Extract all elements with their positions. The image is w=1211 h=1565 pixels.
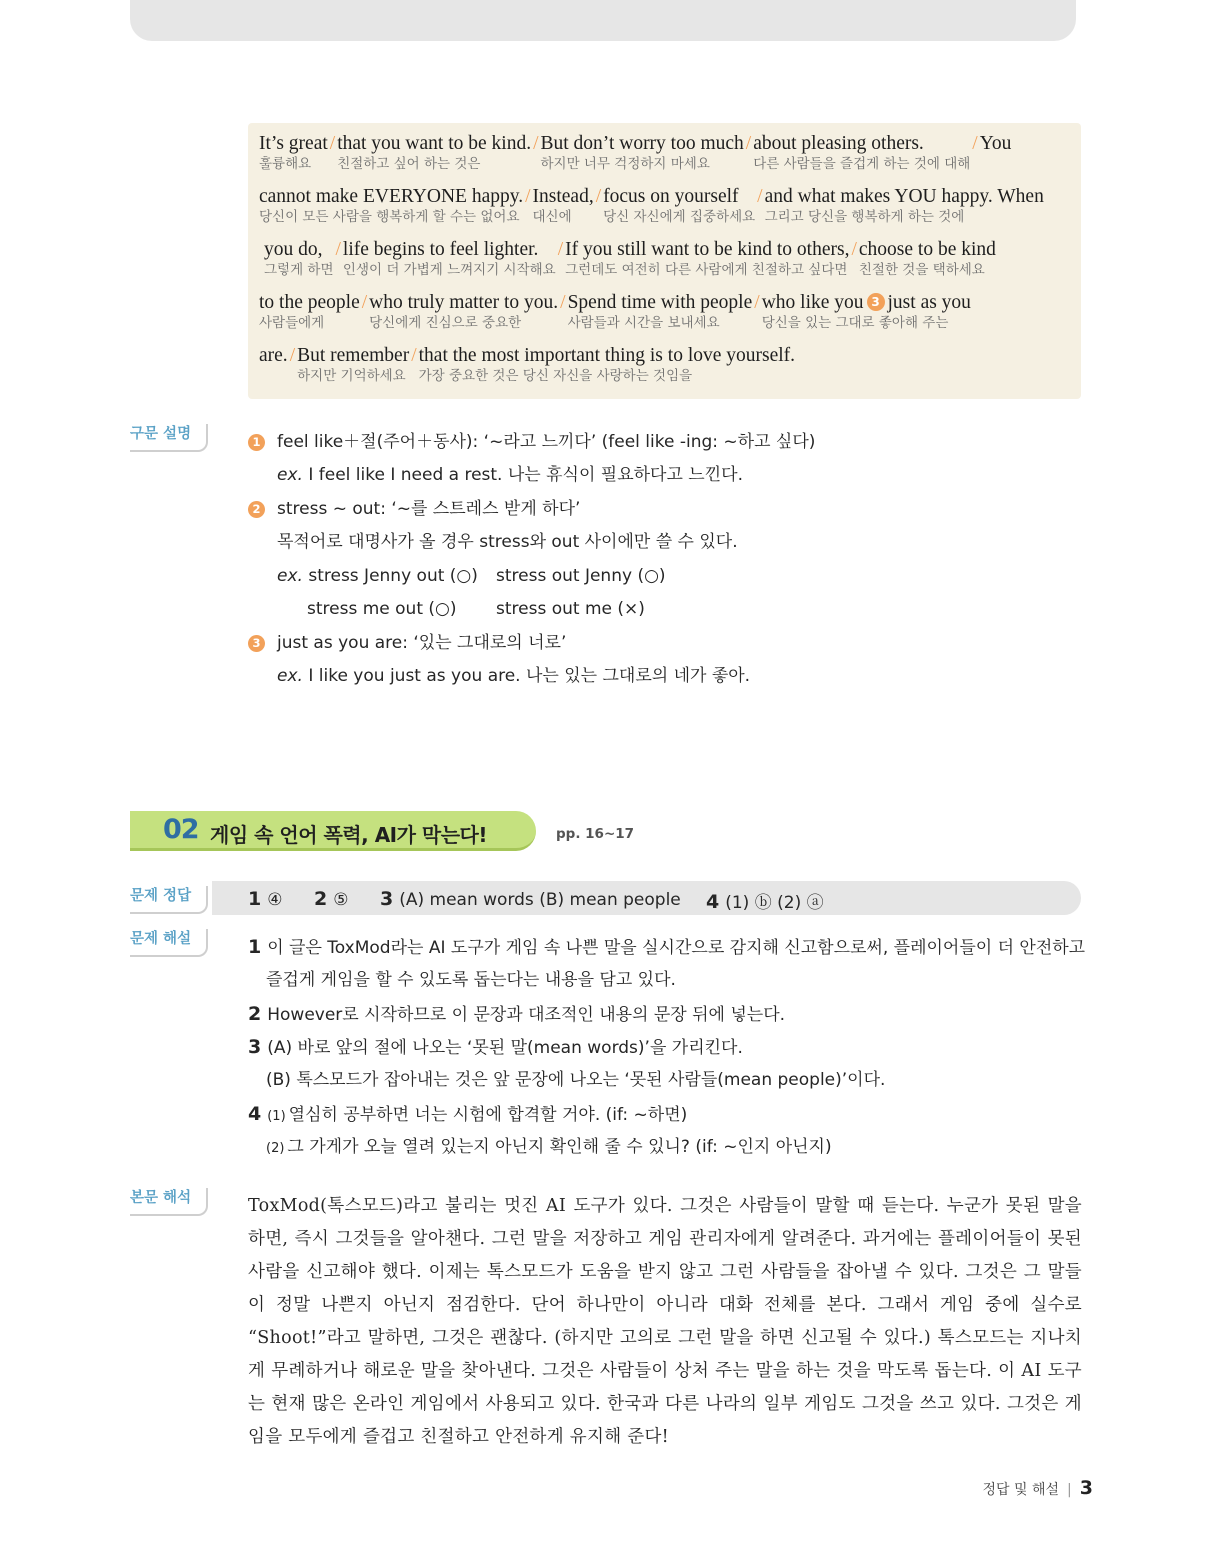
chunk: to the people 사람들에게 (259, 292, 360, 331)
chunk: you do, 그렇게 하면 (264, 239, 334, 278)
chunk: are. (259, 345, 288, 366)
answer-2: 2 ⑤ (314, 888, 349, 910)
chunk: choose to be kind 친절한 것을 택하세요 (858, 239, 996, 278)
chunk: You (979, 133, 1012, 154)
chunk: and what makes YOU happy. When 그리고 당신을 행복하게 하는 것에 (764, 186, 1044, 225)
reading-line-2: cannot make EVERYONE happy. 당신이 모든 사람을 행복하게 할 수는 없어요 / Instead, 대신에 / focus on yourself 당신 자신에게 집중하세요 / and what makes YOU happy. When 그리고 당신을 행복하게 하는 것에 (259, 186, 1044, 225)
solution-3: 3 (A) 바로 앞의 절에 나오는 ‘못된 말(mean words)’을 가리킨다. (248, 1036, 743, 1058)
syntax-item-2-example-b: stress out Jenny (○) (496, 566, 666, 586)
page-number: 3 (1079, 1477, 1093, 1499)
syntax-item-1-example: ex. I feel like I need a rest. 나는 휴식이 필요하다고 느낀다. (277, 465, 743, 485)
number-3-icon: 3 (248, 635, 265, 652)
solution-4-b: (2) 그 가게가 오늘 열려 있는지 아닌지 확인해 줄 수 있니? (if: ~인지 아닌지) (266, 1137, 832, 1157)
section-pages: pp. 16~17 (556, 826, 635, 842)
chunk: about pleasing others. 다른 사람들을 즐겁게 하는 것에 대해 (753, 133, 971, 172)
translation-label: 본문 해석 (130, 1188, 208, 1216)
section-number: 02 (163, 814, 199, 845)
footer-label: 정답 및 해설 (982, 1482, 1060, 1498)
syntax-item-2-example-c: stress me out (○) (307, 599, 457, 619)
syntax-item-2-example: ex. stress Jenny out (○) (277, 566, 478, 586)
reading-line-4: to the people 사람들에게 / who truly matter to you. 당신에게 진심으로 중요한 / Spend time with people 사람들과 시간을 보내세요 / who like you 3 just as you 당신을 있는 그대로 좋아해 주는 (259, 292, 971, 331)
section-title: 게임 속 언어 폭력, AI가 막는다! (210, 823, 487, 847)
chunk: cannot make EVERYONE happy. 당신이 모든 사람을 행복하게 할 수는 없어요 (259, 186, 524, 225)
reading-chunk-box (248, 123, 1081, 399)
syntax-item-2: 2 stress ~ out: ‘~를 스트레스 받게 하다’ (248, 498, 580, 520)
chunk: that the most important thing is to love yourself. 가장 중요한 것은 당신 자신을 사랑하는 것임을 (418, 345, 796, 384)
chunk: But remember 하지만 기억하세요 (297, 345, 410, 384)
chunk: who truly matter to you. 당신에게 진심으로 중요한 (369, 292, 559, 331)
chunk: If you still want to be kind to others, 그런데도 여전히 다른 사람에게 친절하고 싶다면 (565, 239, 850, 278)
top-decorative-bar (130, 0, 1076, 41)
chunk: But don’t worry too much 하지만 너무 걱정하지 마세요 (540, 133, 744, 172)
syntax-item-1: 1 feel like＋절(주어＋동사): ‘~라고 느끼다’ (feel like -ing: ~하고 싶다) (248, 431, 815, 453)
chunk: Instead, 대신에 (532, 186, 594, 225)
answer-4: 4 (1) ⓑ (2) ⓐ (706, 891, 824, 913)
chunk: life begins to feel lighter. 인생이 더 가볍게 느껴지기 시작해요 (342, 239, 556, 278)
chunk: who like you 3 just as you 당신을 있는 그대로 좋아해 주는 (761, 292, 971, 331)
chunk: It’s great 훌륭해요 (259, 133, 328, 172)
page-footer: 정답 및 해설 | 3 (982, 1477, 1093, 1499)
answers-label: 문제 정답 (130, 886, 208, 914)
marker-3-icon: 3 (867, 293, 885, 311)
solution-1: 1 이 글은 ToxMod라는 AI 도구가 게임 속 나쁜 말을 실시간으로 감지해 신고함으로써, 플레이어들이 더 안전하고 (248, 936, 1086, 958)
solution-1-cont: 즐겁게 게임을 할 수 있도록 돕는다는 내용을 담고 있다. (266, 970, 676, 990)
reading-line-1: It’s great 훌륭해요 / that you want to be kind. 친절하고 싶어 하는 것은 / But don’t worry too much 하지만 너무 걱정하지 마세요 / about pleasing others. 다른 사람들을 즐겁게 하는 것에 대해 / You (259, 133, 1012, 172)
solution-2: 2 However로 시작하므로 이 문장과 대조적인 내용의 문장 뒤에 넣는다. (248, 1003, 786, 1025)
answer-3: 3 (A) mean words (B) mean people (380, 888, 681, 910)
translation-text: ToxMod(톡스모드)라고 불리는 멋진 AI 도구가 있다. 그것은 사람들이 말할 때 듣는다. 누군가 못된 말을 하면, 즉시 그것들을 알아챈다. 그런 말을 저장하고 게임 관리자에게 알려준다. 과거에는 플레이어들이 못된 사람을 신고해야 했다. 이제는 톡스모드가 도움을 받지 않고 그런 사람들을 잡아낼 수 있다. 그것은 그 말들이 정말 나쁜지 아닌지 점검한다. 단어 하나만이 아니라 대화 전체를 본다. 그래서 게임 중에 실수로 “Shoot!”라고 말하면, 그것은 괜찮다. (하지만 고의로 그런 말을 하면 신고될 수 있다.) 톡스모드는 지나치게 무례하거나 해로운 말을 찾아낸다. 그것은 사람들이 상처 주는 말을 하는 것을 막도록 돕는다. 이 AI 도구는 현재 많은 온라인 게임에서 사용되고 있다. 한국과 다른 나라의 일부 게임도 그것을 쓰고 있다. 그것은 게임을 모두에게 즐겁고 친절하고 안전하게 유지해 준다! (248, 1196, 1082, 1447)
syntax-item-3-example: ex. I like you just as you are. 나는 있는 그대로의 네가 좋아. (277, 666, 751, 686)
reading-line-5: are. / But remember 하지만 기억하세요 / that the most important thing is to love yourself. 가장 중요한 것은 당신 자신을 사랑하는 것임을 (259, 345, 796, 384)
solution-3-b: (B) 톡스모드가 잡아내는 것은 앞 문장에 나오는 ‘못된 사람들(mean people)’이다. (266, 1070, 886, 1090)
chunk: Spend time with people 사람들과 시간을 보내세요 (567, 292, 753, 331)
solutions-label: 문제 해설 (130, 929, 208, 957)
number-2-icon: 2 (248, 501, 265, 518)
reading-line-3: you do, 그렇게 하면 / life begins to feel lighter. 인생이 더 가볍게 느껴지기 시작해요 / If you still want to be kind to others, 그런데도 여전히 다른 사람에게 친절하고 싶다면 / choose to be kind 친절한 것을 택하세요 (264, 239, 996, 278)
number-1-icon: 1 (248, 434, 265, 451)
answer-bar (212, 881, 1081, 915)
syntax-label: 구문 설명 (130, 424, 208, 452)
section-heading (130, 811, 536, 851)
syntax-item-2-note: 목적어로 대명사가 올 경우 stress와 out 사이에만 쓸 수 있다. (277, 532, 738, 552)
syntax-item-3: 3 just as you are: ‘있는 그대로의 너로’ (248, 632, 566, 654)
answer-1: 1 ④ (248, 888, 283, 910)
syntax-item-2-example-d: stress out me (×) (496, 599, 645, 619)
chunk: that you want to be kind. 친절하고 싶어 하는 것은 (337, 133, 532, 172)
chunk: focus on yourself 당신 자신에게 집중하세요 (603, 186, 756, 225)
solution-4: 4 (1) 열심히 공부하면 너는 시험에 합격할 거야. (if: ~하면) (248, 1103, 688, 1125)
